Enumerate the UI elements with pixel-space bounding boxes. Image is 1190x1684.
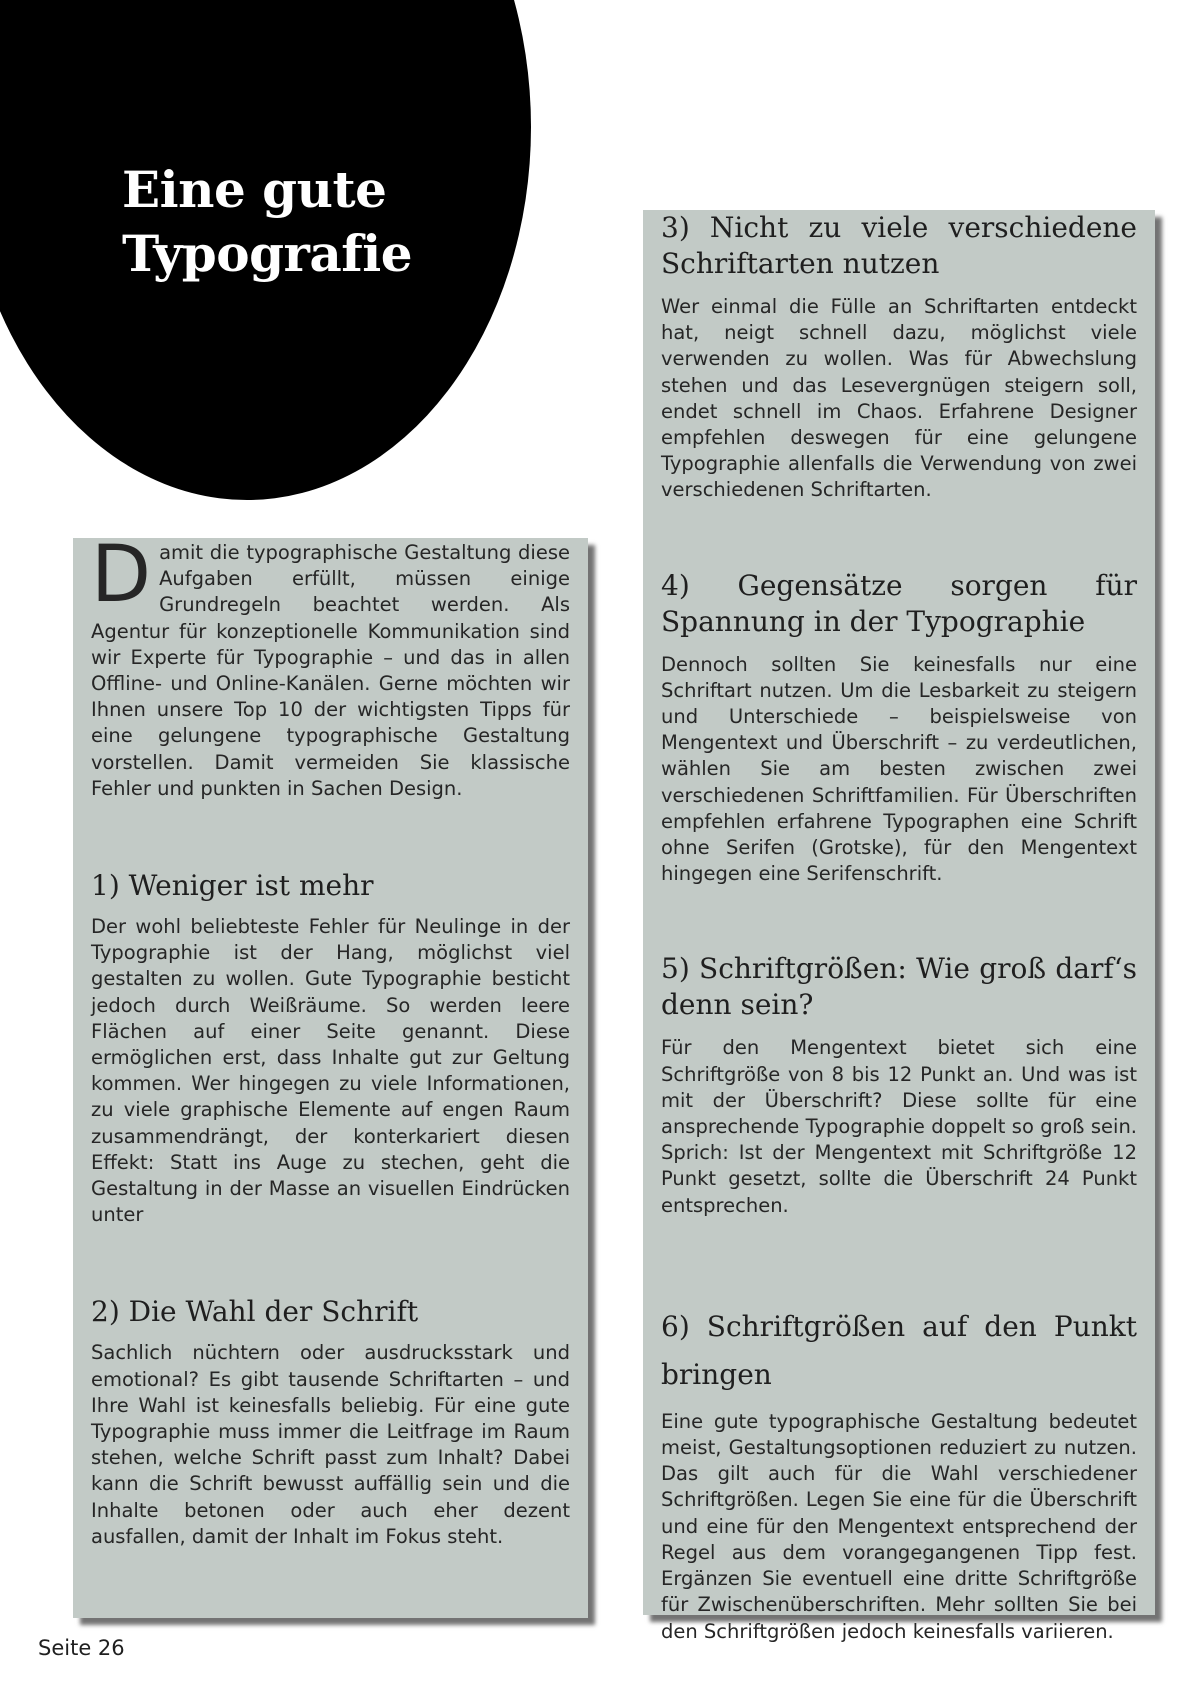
page-title: [122, 158, 502, 286]
page-title-line-2: Typografie: [122, 224, 413, 283]
section-heading-3: 3) Nicht zu viele verschiedene Schriftarten nutzen: [661, 211, 1137, 280]
intro-text: amit die typographische Gestaltung diese Aufgaben erfüllt, müssen einige Grundregeln beachtet werden. Als Agentur für konzeptionelle Kommunikation sind wir Experte für Typographie – und das in allen Offline- und Online-Kanälen. Gerne möchten wir Ihnen unsere Top 10 der wichtigsten Tipps für eine gelungene typographische Gestaltung vorstellen. Damit vermeiden Sie klassische Fehler und punkten in Sachen Design.: [91, 541, 570, 800]
section-body-6: Eine gute typographische Gestaltung bedeutet meist, Gestaltungsoptionen reduziert zu nutzen. Das gilt auch für die Wahl verschiedener Schriftgrößen. Legen Sie eine für die Überschrift und eine für den Mengentext entsprechend der Regel aus dem vorangegangenen Tipp fest. Ergänzen Sie eventuell eine dritte Schriftgröße für Zwischenüberschriften. Mehr sollten Sie bei den Schriftgrößen jedoch keinesfalls variieren.: [661, 1409, 1137, 1643]
section-body-1: Der wohl beliebteste Fehler für Neulinge in der Typographie ist der Hang, möglichst viel gestalten zu wollen. Gute Typographie besticht jedoch durch Weißräume. So werden leere Flächen auf einer Seite genannt. Diese ermöglichen erst, dass Inhalte gut zur Geltung kommen. Wer hingegen zu viele Informationen, zu viele graphische Elemente auf engen Raum zusammendrängt, der konterkariert diesen Effekt: Statt ins Auge zu stechen, geht die Gestaltung in der Masse an visuellen Eindrücken unter: [91, 915, 570, 1227]
drop-cap: D: [91, 530, 152, 620]
section-heading-6: 6) Schriftgrößen auf den Punkt bringen: [661, 1309, 1137, 1391]
section-body-4: Dennoch sollten Sie keinesfalls nur eine Schriftart nutzen. Um die Lesbarkeit zu steigern und Unterschiede – beispielsweise von Mengentext und Überschrift – zu verdeutlichen, wählen Sie am besten zwischen zwei verschiedenen Schriftfamilien. Für Überschriften empfehlen erfahrene Typographen eine Schrift ohne Serifen (Grotske), für den Mengentext hingegen eine Serifenschrift.: [661, 652, 1137, 886]
intro-paragraph: [91, 530, 570, 802]
section-body-5: Für den Mengentext bietet sich eine Schriftgröße von 8 bis 12 Punkt an. Und was ist mit der Überschrift? Diese sollte für eine ansprechende Typographie doppelt so groß sein. Sprich: Ist der Mengentext mit Schriftgröße 12 Punkt gesetzt, sollte die Überschrift 24 Punkt entsprechen.: [661, 1036, 1137, 1217]
section-heading-5: 5) Schriftgrößen: Wie groß darf‘s denn sein?: [661, 952, 1137, 1022]
page-number: Seite 26: [38, 1636, 125, 1660]
section-heading-4: 4) Gegensätze sorgen für Spannung in der Typographie: [661, 568, 1137, 638]
right-column-box: [643, 210, 1155, 1643]
page-title-line-1: Eine gute: [122, 160, 387, 219]
section-body-3: Wer einmal die Fülle an Schriftarten entdeckt hat, neigt schnell dazu, möglichst viele verwenden zu wollen. Was für Abwechslung stehen und das Lesevergnügen steigern soll, endet schnell im Chaos. Erfahrene Designer empfehlen deswegen für eine gelungene Typographie allenfalls die Verwendung von zwei verschiedenen Schriftarten.: [661, 295, 1137, 502]
section-heading-1: 1) Weniger ist mehr: [91, 869, 374, 903]
section-body-2: Sachlich nüchtern oder ausdrucksstark und emotional? Es gibt tausende Schriftarten – und Ihre Wahl ist keinesfalls beliebig. Für eine gute Typographie muss immer die Leitfrage im Raum stehen, welche Schrift passt zum Inhalt? Dabei kann die Schrift bewusst auffällig sein und die Inhalte betonen oder auch eher dezent ausfallen, damit der Inhalt im Fokus steht.: [91, 1341, 570, 1548]
section-heading-2: 2) Die Wahl der Schrift: [91, 1295, 419, 1329]
left-column-box: [73, 530, 588, 1618]
